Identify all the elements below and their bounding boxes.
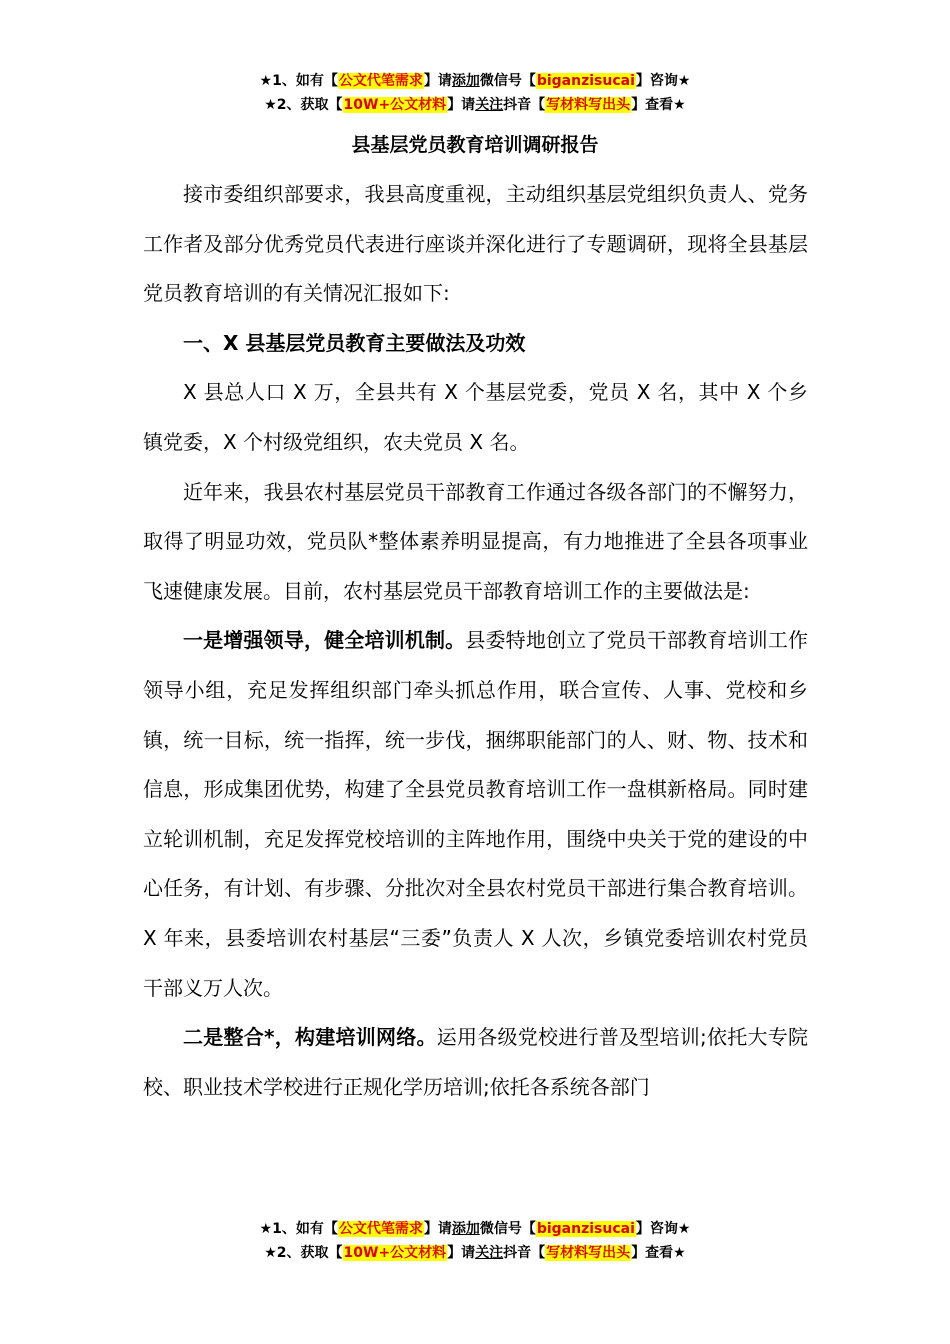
banner-highlight: biganzisucai (536, 73, 635, 89)
paragraph: 近年来，我县农村基层党员干部教育工作通过各级各部门的不懈努力，取得了明显功效，党员队*整体素养明显提高，有力地推进了全县各项事业飞速健康发展。目前，农村基层党员干部教育培训工作的主要做法是: (143, 479, 808, 603)
banner-text: 微信号【 (479, 73, 536, 89)
banner-highlight: 10W+公文材料 (343, 1245, 447, 1261)
paragraph-body: 县委特地创立了党员干部教育培训工作领导小组，充足发挥组织部门牵头抓总作用，联合宣传、人事、党校和乡镇，统一目标，统一指挥，统一步伐，捆绑职能部门的人、财、物、技术和信息，形成集团优势，构建了全县党员教育培训工作一盘棋新格局。同时建立轮训机制，充足发挥党校培训的主阵地作用，围绕中央关于党的建设的中心任务，有计划、有步骤、分批次对全县农村党员干部进行集合教育培训。X 年来，县委培训农村基层“三委”负责人 X 人次，乡镇党委培训农村党员干部义万人次。 (143, 628, 809, 1000)
banner-text: ★2、获取【 (264, 97, 343, 113)
banner-underline: 关注 (475, 97, 504, 113)
banner-text: 抖音【 (503, 97, 546, 113)
paragraph: 接市委组织部要求，我县高度重视，主动组织基层党组织负责人、党务工作者及部分优秀党员代表进行座谈并深化进行了专题调研，现将全县基层党员教育培训的有关情况汇报如下: (143, 182, 808, 306)
document-body (143, 170, 808, 1112)
banner-text: 微信号【 (479, 1221, 536, 1237)
banner-underline: 添加 (451, 1221, 480, 1237)
banner-text: 】查看★ (631, 1245, 686, 1261)
banner-text: ★1、如有【 (259, 73, 338, 89)
document-title: 县基层党员教育培训调研报告 (351, 134, 599, 156)
banner-text: 】请 (423, 73, 452, 89)
paragraph-lead: 二是整合*，构建培训网络。 (183, 1025, 437, 1050)
section-heading: 一、X 县基层党员教育主要做法及功效 (183, 330, 526, 355)
paragraph-lead: 一是增强领导，健全培训机制。 (183, 628, 466, 653)
banner-text: 】请 (447, 97, 476, 113)
banner-line-2 (0, 1242, 950, 1266)
banner-highlight: 公文代笔需求 (338, 1221, 423, 1237)
banner-text: ★2、获取【 (264, 1245, 343, 1261)
banner-text: 】咨询★ (635, 73, 691, 89)
paragraph: X 县总人口 X 万，全县共有 X 个基层党委，党员 X 名，其中 X 个乡镇党委，X 个村级党组织，农夫党员 X 名。 (143, 380, 808, 454)
paragraph (143, 616, 808, 1013)
banner-line-1 (0, 1218, 950, 1242)
banner-text: 抖音【 (503, 1245, 546, 1261)
banner-text: 】请 (447, 1245, 476, 1261)
header-banner (0, 70, 950, 118)
banner-text: 】请 (423, 1221, 452, 1237)
banner-text: 】咨询★ (635, 1221, 691, 1237)
banner-highlight: 公文代笔需求 (338, 73, 423, 89)
banner-underline: 关注 (475, 1245, 504, 1261)
paragraph (143, 1013, 808, 1112)
banner-underline: 添加 (451, 73, 480, 89)
banner-text: ★1、如有【 (259, 1221, 338, 1237)
paragraph-body: 运用各级党校进行普及型培训;依托大专院校、职业技术学校进行正规化学历培训;依托各系统各部门 (143, 1025, 808, 1099)
banner-highlight: 10W+公文材料 (343, 97, 447, 113)
banner-highlight: 写材料写出头 (546, 1245, 631, 1261)
banner-line-1 (0, 70, 950, 94)
banner-highlight: biganzisucai (536, 1221, 635, 1237)
banner-text: 】查看★ (631, 97, 686, 113)
footer-banner (0, 1218, 950, 1266)
banner-line-2 (0, 94, 950, 118)
banner-highlight: 写材料写出头 (546, 97, 631, 113)
